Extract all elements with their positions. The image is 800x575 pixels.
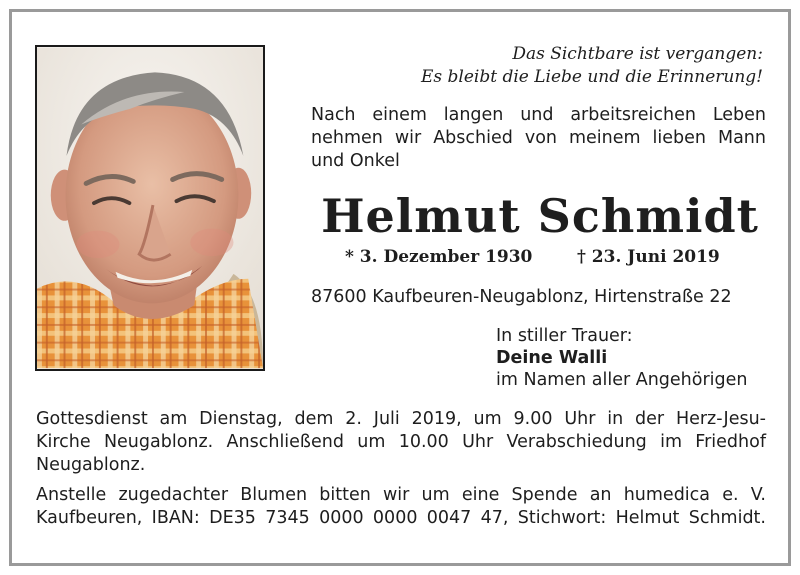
motto-line-2: Es bleibt die Liebe und die Erinnerung!: [420, 67, 763, 87]
mourning-intro: In stiller Trauer:: [496, 326, 633, 346]
intro-line-3: und Onkel: [311, 151, 400, 171]
intro-text: [311, 104, 766, 173]
intro-line-1: Nach einem langen und arbeitsreichen Leben: [311, 105, 766, 125]
mourners-others: im Namen aller Angehörigen: [496, 370, 748, 390]
motto-quote: [343, 43, 763, 89]
mourners-block: [496, 325, 748, 391]
donation-info: [36, 484, 766, 530]
birth-date: * 3. Dezember 1930: [345, 247, 533, 267]
mourner-signature: Deine Walli: [496, 348, 608, 368]
donation-line-2: Kaufbeuren, IBAN: DE35 7345 0000 0000 0047 47, Stichwort: Helmut Schmidt.: [36, 508, 766, 528]
service-line-2: Kirche Neugablonz. Anschließend um 10.00 Uhr Verabschiedung im Friedhof: [36, 432, 766, 452]
intro-line-2: nehmen wir Abschied von meinem lieben Mann: [311, 128, 766, 148]
motto-line-1: Das Sichtbare ist vergangen:: [512, 44, 763, 64]
portrait-illustration: [37, 47, 263, 369]
death-date: † 23. Juni 2019: [577, 247, 720, 267]
service-line-1: Gottesdienst am Dienstag, dem 2. Juli 2019, um 9.00 Uhr in der Herz-Jesu-: [36, 409, 766, 429]
address: 87600 Kaufbeuren-Neugablonz, Hirtenstraße 22: [311, 287, 732, 307]
portrait-photo: [35, 45, 265, 371]
deceased-name: Helmut Schmidt: [321, 189, 759, 243]
service-line-3: Neugablonz.: [36, 455, 146, 475]
donation-line-1: Anstelle zugedachter Blumen bitten wir um eine Spende an humedica e. V.: [36, 485, 766, 505]
service-info: [36, 408, 766, 477]
